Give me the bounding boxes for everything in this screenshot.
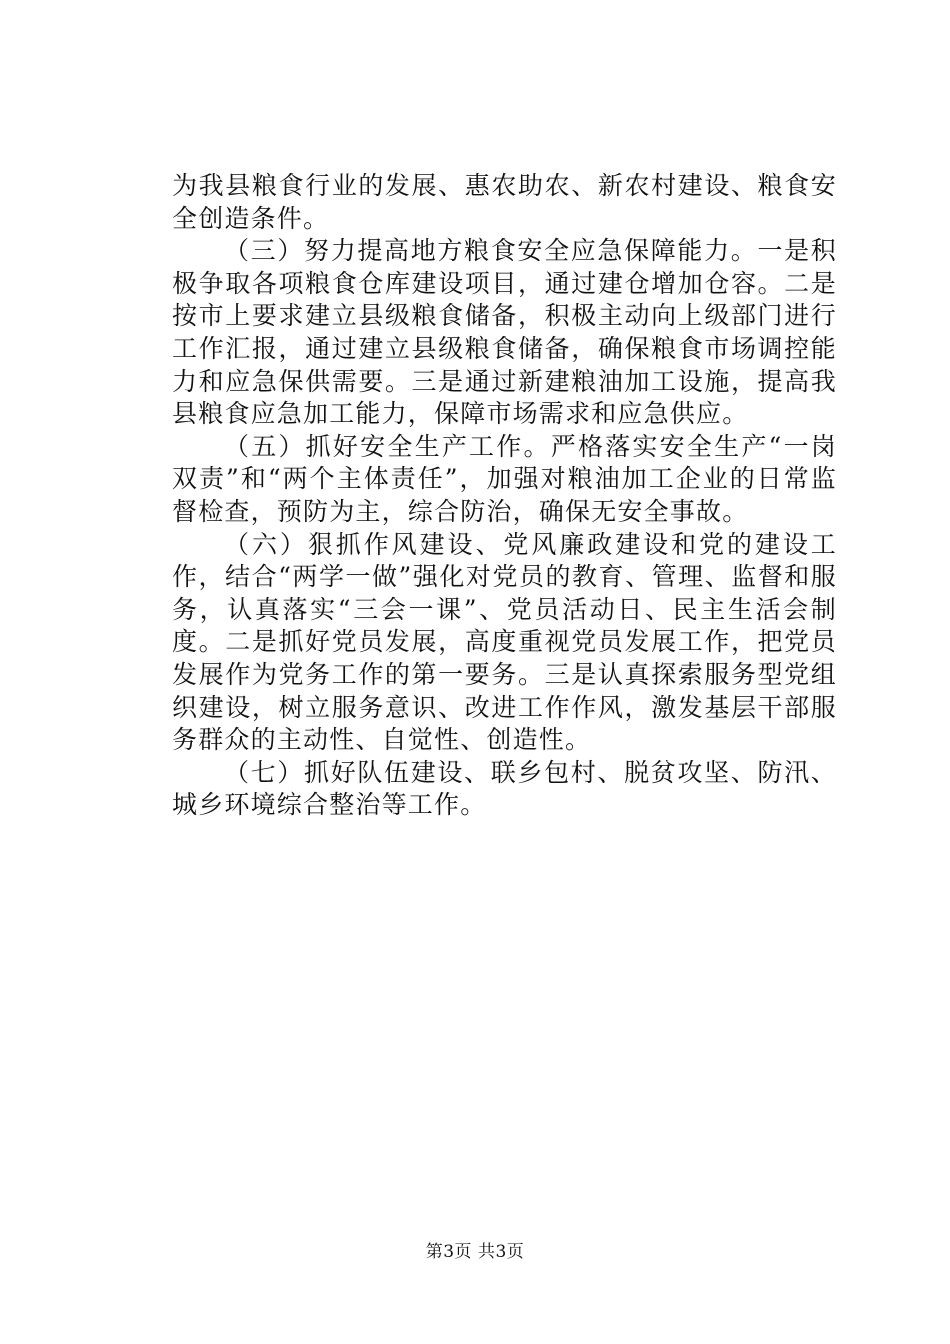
paragraph-section-3: （三）努力提高地方粮食安全应急保障能力。一是积极争取各项粮食仓库建设项目，通过建仓增加仓容。二是按市上要求建立县级粮食储备，积极主动向上级部门进行工作汇报，通过建立县级粮食储备，确保粮食市场调控能力和应急保供需要。三是通过新建粮油加工设施，提高我县粮食应急加工能力，保障市场需求和应急供应。 <box>172 236 837 429</box>
page-number-footer: 第3页 共3页 <box>425 1242 525 1262</box>
paragraph-section-6: （六）狠抓作风建设、党风廉政建设和党的建设工作，结合“两学一做”强化对党员的教育、管理、监督和服务，认真落实“三会一课”、党员活动日、民主生活会制度。二是抓好党员发展，高度重视党员发展工作，把党员发展作为党务工作的第一要务。三是认真探索服务型党组织建设，树立服务意识、改进工作作风，激发基层干部服务群众的主动性、自觉性、创造性。 <box>172 529 837 755</box>
document-body <box>172 170 837 822</box>
paragraph-continuation: 为我县粮食行业的发展、惠农助农、新农村建设、粮食安全创造条件。 <box>172 171 837 233</box>
paragraph-section-7: （七）抓好队伍建设、联乡包村、脱贫攻坚、防汛、城乡环境综合整治等工作。 <box>172 757 837 820</box>
paragraph-section-5: （五）抓好安全生产工作。严格落实安全生产“一岗双责”和“两个主体责任”，加强对粮油加工企业的日常监督检查，预防为主，综合防治，确保无安全事故。 <box>172 431 837 526</box>
